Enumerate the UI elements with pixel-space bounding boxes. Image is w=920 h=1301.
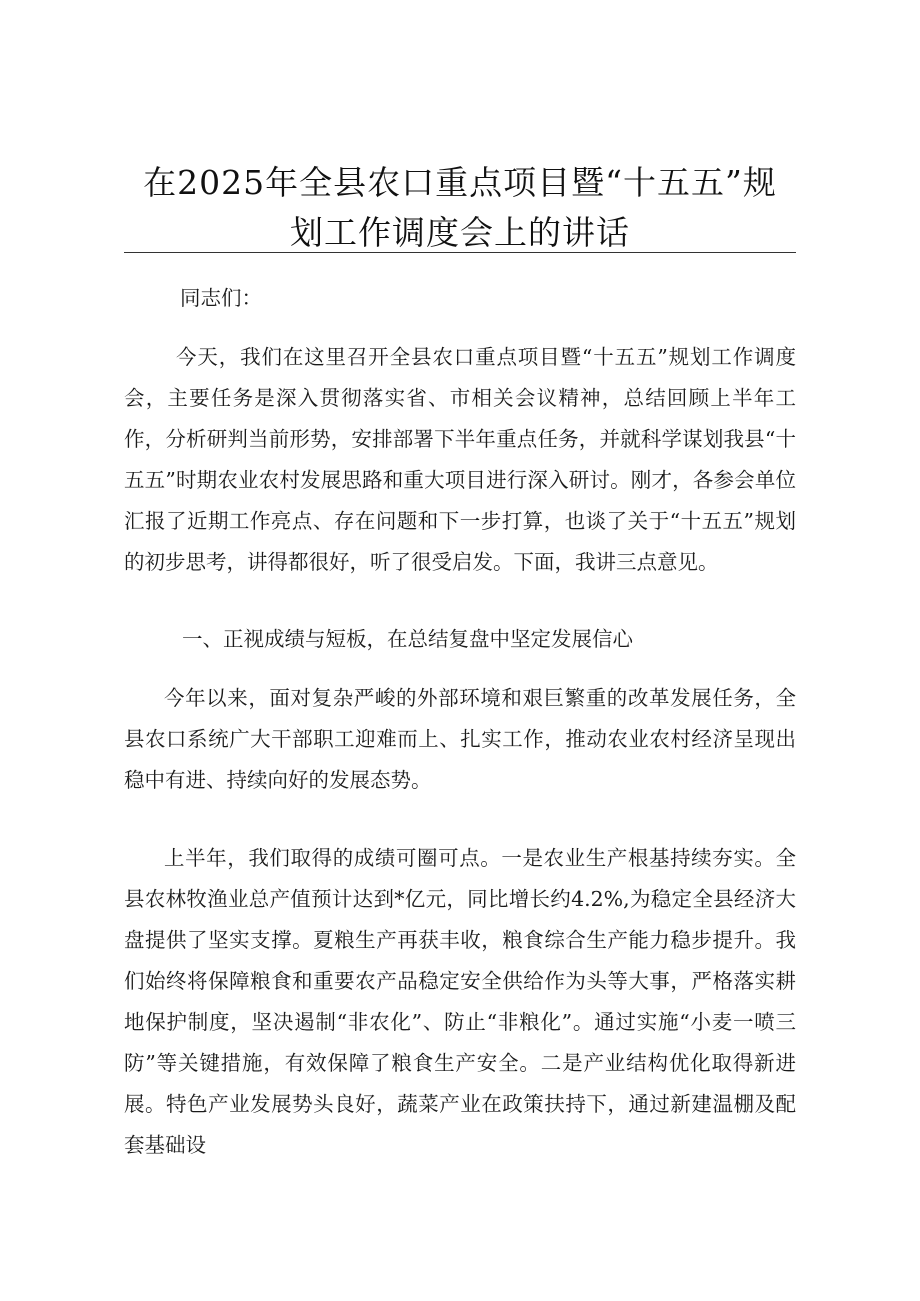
document-title [124, 158, 796, 258]
paragraph-overview: 今年以来，面对复杂严峻的外部环境和艰巨繁重的改革发展任务，全县农口系统广大干部职工迎难而上、扎实工作，推动农业农村经济呈现出稳中有进、持续向好的发展态势。 [124, 686, 796, 792]
section-heading-1: 一、正视成绩与短板，在总结复盘中坚定发展信心 [182, 627, 633, 651]
greeting: 同志们： [180, 286, 262, 310]
title-underline [124, 252, 796, 253]
paragraph-intro: 今天，我们在这里召开全县农口重点项目暨“十五五”规划工作调度会，主要任务是深入贯彻落实省、市相关会议精神，总结回顾上半年工作，分析研判当前形势，安排部署下半年重点任务，并就科学谋划我县“十五五”时期农业农村发展思路和重大项目进行深入研讨。刚才，各参会单位汇报了近期工作亮点、存在问题和下一步打算，也谈了关于“十五五”规划的初步思考，讲得都很好，听了很受启发。下面，我讲三点意见。 [124, 345, 796, 574]
title-line-2: 划工作调度会上的讲话 [290, 213, 630, 252]
title-line-1: 在2025年全县农口重点项目暨“十五五”规 [143, 163, 777, 202]
paragraph-achievements: 上半年，我们取得的成绩可圈可点。一是农业生产根基持续夯实。全县农林牧渔业总产值预计达到*亿元，同比增长约4.2%,为稳定全县经济大盘提供了坚实支撑。夏粮生产再获丰收，粮食综合生产能力稳步提升。我们始终将保障粮食和重要农产品稳定安全供给作为头等大事，严格落实耕地保护制度，坚决遏制“非农化”、防止“非粮化”。通过实施“小麦一喷三防”等关键措施，有效保障了粮食生产安全。二是产业结构优化取得新进展。特色产业发展势头良好，蔬菜产业在政策扶持下，通过新建温棚及配套基础设 [124, 846, 796, 1157]
